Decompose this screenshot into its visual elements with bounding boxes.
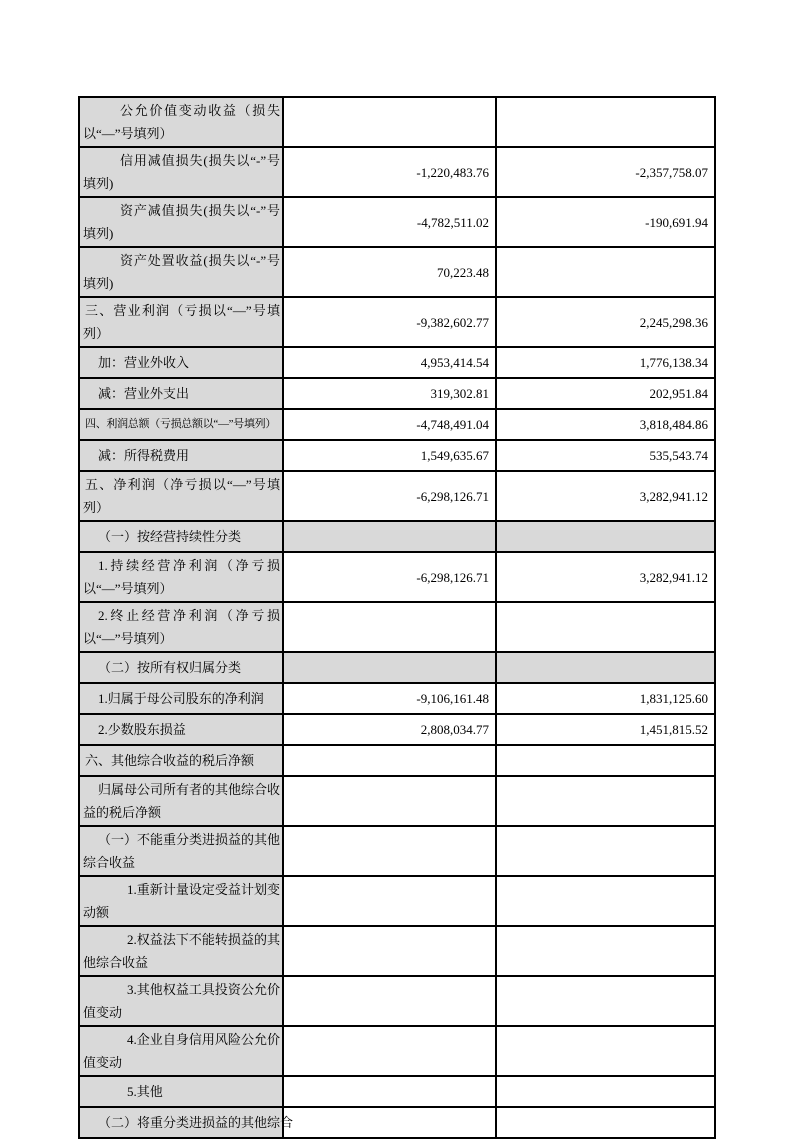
- amount-cell: [283, 776, 496, 826]
- row-label-cell: [79, 602, 283, 652]
- amount-cell: -6,298,126.71: [283, 552, 496, 602]
- income-statement-table: [78, 96, 716, 1139]
- amount-cell: [283, 876, 496, 926]
- amount-cell: 2,808,034.77: [283, 714, 496, 745]
- amount-cell: -1,220,483.76: [283, 147, 496, 197]
- income-statement-body: [79, 97, 715, 1138]
- amount-cell: [283, 602, 496, 652]
- amount-cell: [496, 97, 715, 147]
- amount-cell: [283, 652, 496, 683]
- row-label: 1.归属于母公司股东的净利润: [98, 691, 264, 706]
- amount-cell: [283, 1026, 496, 1076]
- table-row: [79, 876, 715, 926]
- row-label-cell: [79, 552, 283, 602]
- amount-cell: 2,245,298.36: [496, 297, 715, 347]
- row-label: （二）按所有权归属分类: [98, 660, 242, 675]
- table-row: [79, 197, 715, 247]
- row-label-cell: [79, 97, 283, 147]
- row-label: 减：营业外支出: [98, 386, 190, 401]
- amount-cell: [283, 97, 496, 147]
- row-label: 减：所得税费用: [98, 448, 190, 463]
- amount-cell: 3,282,941.12: [496, 552, 715, 602]
- row-label-cell: [79, 409, 283, 440]
- amount-cell: 1,549,635.67: [283, 440, 496, 471]
- row-label-cell: [79, 147, 283, 197]
- table-row: [79, 1107, 715, 1138]
- amount-cell: -9,382,602.77: [283, 297, 496, 347]
- amount-cell: 3,818,484.86: [496, 409, 715, 440]
- amount-cell: 70,223.48: [283, 247, 496, 297]
- row-label: 公允价值变动收益（损失以“—”号填列）: [83, 103, 280, 141]
- amount-cell: -190,691.94: [496, 197, 715, 247]
- row-label-cell: [79, 347, 283, 378]
- amount-cell: [283, 1076, 496, 1107]
- table-row: [79, 776, 715, 826]
- table-row: [79, 1076, 715, 1107]
- amount-cell: [496, 521, 715, 552]
- row-label: 2.少数股东损益: [98, 722, 186, 737]
- amount-cell: [496, 247, 715, 297]
- table-row: [79, 683, 715, 714]
- amount-cell: 535,543.74: [496, 440, 715, 471]
- row-label: 六、其他综合收益的税后净额: [85, 753, 255, 768]
- table-row: [79, 147, 715, 197]
- amount-cell: 319,302.81: [283, 378, 496, 409]
- row-label-cell: [79, 876, 283, 926]
- row-label-cell: [79, 976, 283, 1026]
- row-label: 3.其他权益工具投资公允价值变动: [83, 982, 280, 1020]
- row-label-cell: [79, 652, 283, 683]
- row-label-cell: [79, 776, 283, 826]
- amount-cell: [496, 826, 715, 876]
- amount-cell: [283, 926, 496, 976]
- row-label: （一）按经营持续性分类: [98, 529, 242, 544]
- row-label: 资产减值损失(损失以“-”号填列): [83, 203, 280, 241]
- row-label: 4.企业自身信用风险公允价值变动: [83, 1032, 280, 1070]
- amount-cell: 3,282,941.12: [496, 471, 715, 521]
- row-label-cell: [79, 471, 283, 521]
- amount-cell: [283, 745, 496, 776]
- amount-cell: [496, 976, 715, 1026]
- table-row: [79, 297, 715, 347]
- amount-cell: [496, 602, 715, 652]
- amount-cell: [283, 521, 496, 552]
- row-label: 三、营业利润（亏损以“—”号填列）: [83, 303, 280, 341]
- row-label: 加：营业外收入: [98, 355, 190, 370]
- row-label: 2.权益法下不能转损益的其他综合收益: [83, 932, 280, 970]
- amount-cell: -6,298,126.71: [283, 471, 496, 521]
- table-row: [79, 826, 715, 876]
- row-label: 1.持续经营净利润（净亏损以“—”号填列）: [83, 558, 280, 596]
- amount-cell: [496, 745, 715, 776]
- table-row: [79, 347, 715, 378]
- table-row: [79, 471, 715, 521]
- amount-cell: [496, 1026, 715, 1076]
- row-label-cell: [79, 297, 283, 347]
- amount-cell: 4,953,414.54: [283, 347, 496, 378]
- row-label-cell: [79, 1107, 294, 1138]
- amount-cell: [496, 1107, 715, 1138]
- amount-cell: [496, 1076, 715, 1107]
- row-label: （一）不能重分类进损益的其他综合收益: [83, 832, 281, 870]
- row-label: 归属母公司所有者的其他综合收益的税后净额: [83, 782, 281, 820]
- amount-cell: 1,831,125.60: [496, 683, 715, 714]
- amount-cell: [496, 876, 715, 926]
- amount-cell: [283, 826, 496, 876]
- row-label: （二）将重分类进损益的其他综合: [98, 1115, 294, 1130]
- table-row: [79, 552, 715, 602]
- row-label-cell: [79, 197, 283, 247]
- row-label: 四、利润总额（亏损总额以“—”号填列）: [85, 418, 277, 430]
- row-label-cell: [79, 826, 283, 876]
- row-label: 5.其他: [127, 1084, 163, 1099]
- amount-cell: [283, 1107, 496, 1138]
- row-label-cell: [79, 926, 283, 976]
- amount-cell: [496, 776, 715, 826]
- table-row: [79, 440, 715, 471]
- amount-cell: -4,782,511.02: [283, 197, 496, 247]
- table-row: [79, 926, 715, 976]
- row-label-cell: [79, 745, 283, 776]
- amount-cell: [283, 976, 496, 1026]
- amount-cell: -4,748,491.04: [283, 409, 496, 440]
- amount-cell: 1,451,815.52: [496, 714, 715, 745]
- table-row: [79, 1026, 715, 1076]
- row-label-cell: [79, 683, 283, 714]
- amount-cell: 202,951.84: [496, 378, 715, 409]
- table-row: [79, 247, 715, 297]
- row-label: 五、净利润（净亏损以“—”号填列）: [83, 477, 280, 515]
- row-label-cell: [79, 521, 283, 552]
- amount-cell: [496, 652, 715, 683]
- row-label-cell: [79, 1026, 283, 1076]
- row-label-cell: [79, 714, 283, 745]
- table-row: [79, 652, 715, 683]
- table-row: [79, 602, 715, 652]
- table-row: [79, 976, 715, 1026]
- row-label-cell: [79, 378, 283, 409]
- row-label-cell: [79, 440, 283, 471]
- row-label: 信用减值损失(损失以“-”号填列): [83, 153, 280, 191]
- table-row: [79, 521, 715, 552]
- amount-cell: -9,106,161.48: [283, 683, 496, 714]
- amount-cell: 1,776,138.34: [496, 347, 715, 378]
- row-label: 2.终止经营净利润（净亏损以“—”号填列）: [83, 608, 280, 646]
- table-row: [79, 97, 715, 147]
- table-row: [79, 714, 715, 745]
- row-label: 1.重新计量设定受益计划变动额: [83, 882, 280, 920]
- row-label: 资产处置收益(损失以“-”号填列): [83, 253, 280, 291]
- row-label-cell: [79, 247, 283, 297]
- table-row: [79, 745, 715, 776]
- row-label-cell: [79, 1076, 283, 1107]
- table-row: [79, 378, 715, 409]
- amount-cell: [496, 926, 715, 976]
- table-row: [79, 409, 715, 440]
- amount-cell: -2,357,758.07: [496, 147, 715, 197]
